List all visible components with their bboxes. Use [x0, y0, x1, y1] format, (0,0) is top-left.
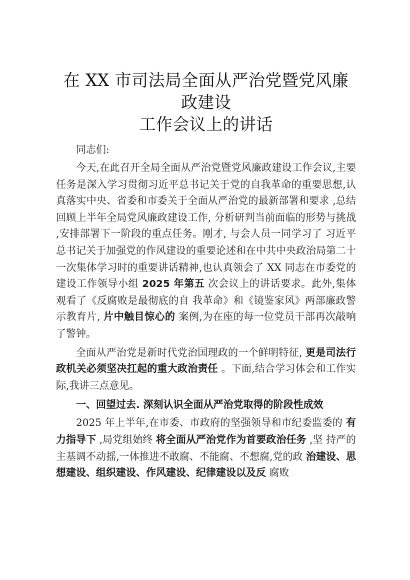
text-run: 腐败: [269, 468, 290, 480]
paragraph-2: [56, 346, 356, 396]
text-run: 。下面,结合学习体会和工作实际,我讲三点意见。: [56, 364, 356, 392]
text-run: ,坚 持严的主基调不动摇,一体推进不敢腐、不能腐、不想腐,党的政: [56, 434, 357, 463]
text-run: 更是司法行政机关必须坚决扛起的重大政治责任: [56, 347, 357, 376]
section-heading-1: 一、回望过去. 深刻认识全面从严治党取得的阶段性成效: [76, 400, 324, 412]
text-run: ,局党组始终: [99, 434, 153, 446]
title-line-2: 工作会议上的讲话: [139, 115, 273, 134]
text-run: 将全面从严治党作为首要政治任务: [155, 434, 307, 446]
text-run: 今天,在此召开全局全面从严治党暨党风廉政建设工作会议,主要任务是深入学习贯彻习近平总书记关于党的自我革命的重要思想,认真落实中央、省委和市委关于全面从严治党的最新部署和要求: [56, 163, 356, 208]
document-page: [56, 70, 356, 485]
text-run: 全面从严治党是新时代党治国理政的一个鲜明特征,: [76, 347, 303, 359]
salutation: 同志们:: [76, 145, 110, 156]
document-title: [56, 70, 356, 136]
text-run: 案例,为在座的每一位党员干部再次敲响了警钟。: [56, 312, 356, 340]
text-run: 片中触目惊心的: [103, 312, 176, 324]
text-run: ,总结回顾上半年全局党风廉政建设工作,: [56, 196, 356, 224]
title-line-1: 在 XX 市司法局全面从严治党暨党风廉政建设: [63, 71, 349, 112]
text-run: 2025 年第五: [142, 279, 205, 291]
text-run: ,安排部署下一阶段的重点任务。刚才,: [56, 229, 227, 241]
text-run: 次会议上的讲话要求。此外,集体观看了《反腐败是最彻底的自 我革命》和《镜鉴家风》两部廉政警示教育片,: [56, 279, 356, 324]
paragraph-1: [56, 161, 356, 344]
text-run: 2025 年上半年,在市委、市政府的坚强领导和市纪委监委的: [76, 418, 346, 430]
text-run: 习近平总书记关于加强党的作风建设的重要论述和在中共中央政治局第二十一次集体学习时的重要讲话精神,也认真领会了 XX 同志在市委党的建设工作领导小组: [56, 229, 356, 291]
paragraph-3: [56, 416, 356, 482]
text-run: 治建设、思想建设、组织建设、作风建设、纪律建设以及反: [56, 451, 356, 480]
text-run: 有力指导下: [56, 418, 356, 446]
text-run: 分析研判当前面临的形势与挑战: [214, 212, 356, 224]
text-run: 与会人员一同学习了: [229, 229, 323, 241]
